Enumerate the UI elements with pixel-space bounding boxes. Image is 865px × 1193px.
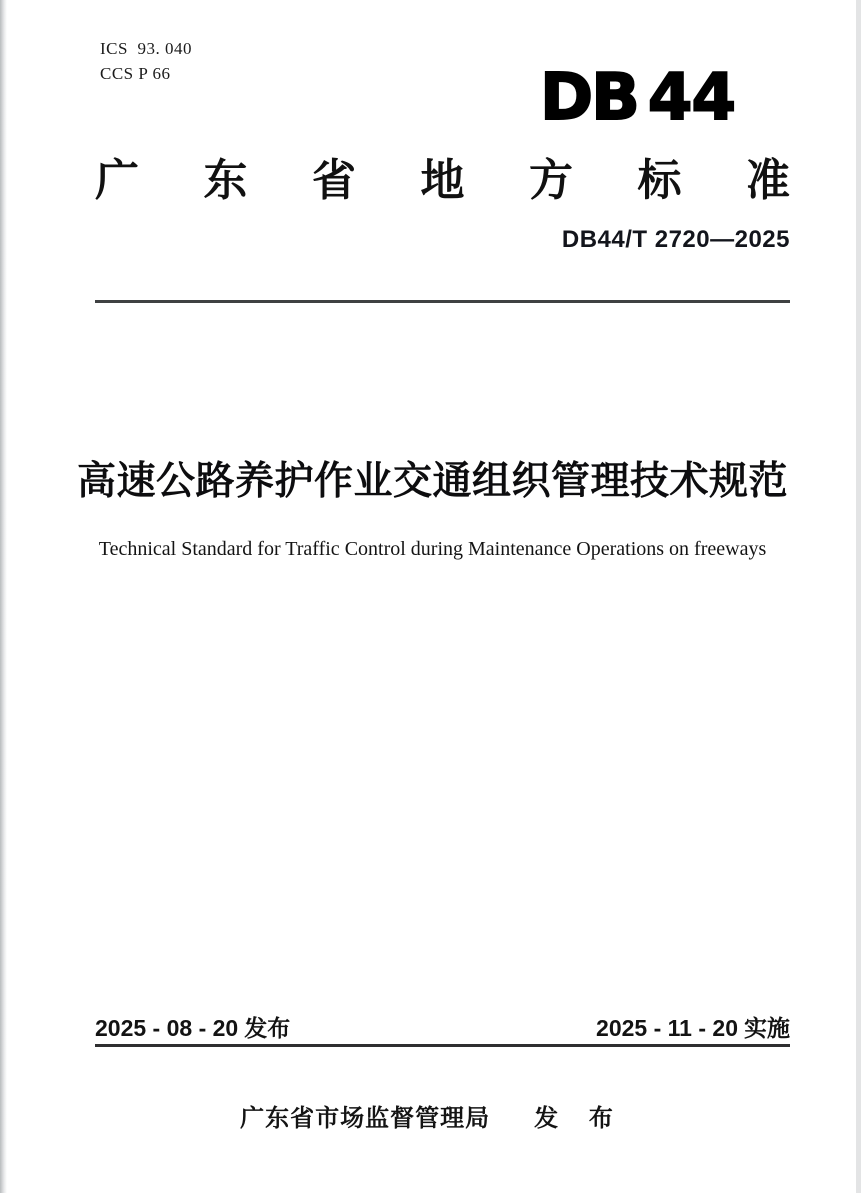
standard-name-char: 地 <box>420 156 465 205</box>
page-edge-right <box>856 0 861 1193</box>
standard-name-char: 方 <box>529 156 573 205</box>
standard-name-char: 准 <box>746 156 790 205</box>
classification-codes <box>100 36 192 86</box>
header-rule <box>95 300 790 303</box>
issue-date-label: 发布 <box>244 1015 291 1041</box>
dates-row <box>95 1010 790 1043</box>
page-edge-left <box>0 0 7 1193</box>
footer-rule <box>95 1044 790 1047</box>
publish-label: 发 布 <box>534 1105 625 1132</box>
standard-name-char: 东 <box>203 156 248 205</box>
implementation-date <box>596 1010 790 1043</box>
db-logo-region-code: 44 <box>647 61 735 135</box>
publisher-row <box>0 1098 865 1133</box>
issue-date-value: 2025 - 08 - 20 <box>95 1015 239 1041</box>
issue-date <box>95 1010 290 1043</box>
implementation-date-label: 实施 <box>744 1015 790 1041</box>
standard-name-char: 省 <box>312 156 356 205</box>
ics-code: ICS 93. 040 <box>100 39 192 58</box>
ccs-code: CCS P 66 <box>100 64 171 83</box>
publisher-name: 广东省市场监督管理局 <box>240 1105 491 1132</box>
db-logo <box>540 61 735 135</box>
document-title-en: Technical Standard for Traffic Control during Maintenance Operations on freeways <box>98 538 767 560</box>
standard-name-char: 标 <box>637 156 682 205</box>
document-title-cn: 高速公路养护作业交通组织管理技术规范 <box>76 460 788 503</box>
implementation-date-value: 2025 - 11 - 20 <box>596 1015 738 1041</box>
standard-number: DB44/T 2720—2025 <box>561 226 790 253</box>
db-logo-letters: DB <box>540 61 638 135</box>
standard-name <box>95 156 790 206</box>
standard-name-char: 广 <box>95 156 139 205</box>
